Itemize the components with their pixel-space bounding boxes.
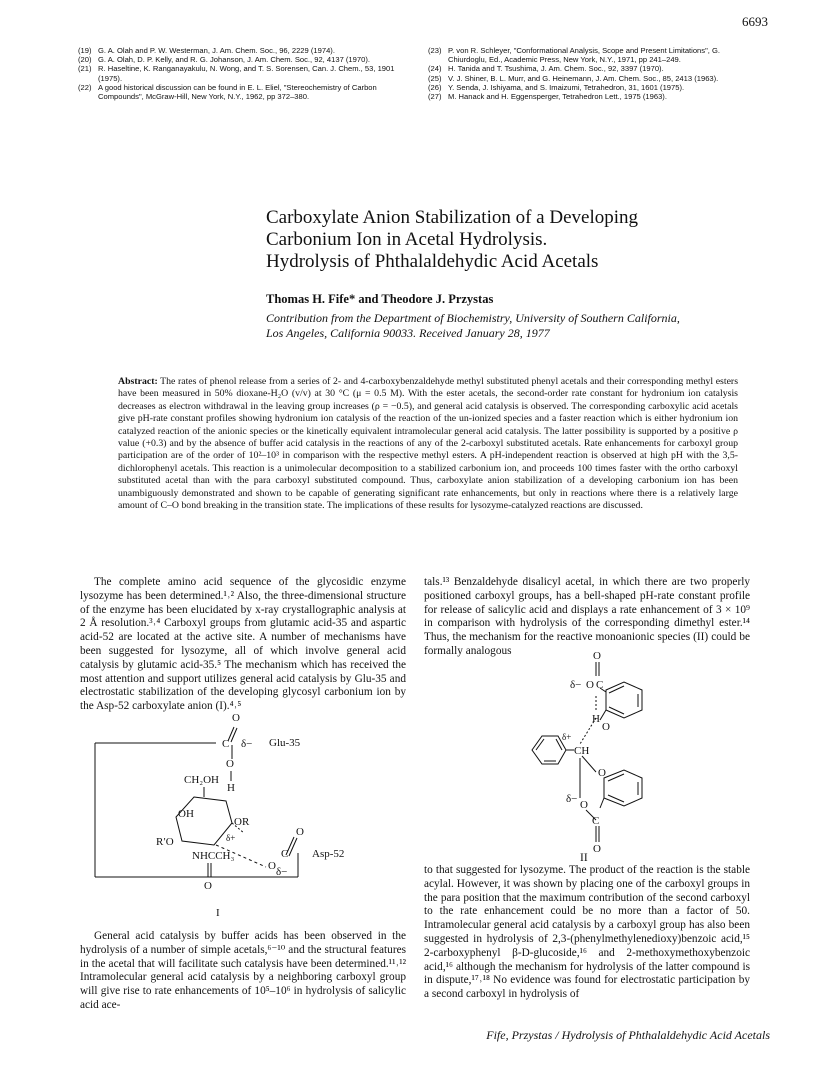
svg-text:O: O: [602, 721, 610, 733]
svg-text:CH: CH: [574, 745, 590, 757]
svg-text:C: C: [281, 848, 289, 860]
svg-text:O: O: [598, 767, 606, 779]
figure-II-label: II: [580, 852, 588, 864]
page-number: 6693: [742, 14, 768, 29]
title-line: Carbonium Ion in Acetal Hydrolysis.: [266, 229, 548, 250]
authors: Thomas H. Fife* and Theodore J. Przystas: [266, 292, 494, 306]
reference-item: (23) P. von R. Schleyer, "Conformational Analysis, Scope and Present Limitations", G. Chiurdoglu, Ed., Academic Press, New York, N.Y., 1971, pp 241–249.: [428, 46, 721, 65]
figure-structure-II: [520, 646, 660, 856]
abstract-label: Abstract:: [118, 376, 158, 387]
svg-text:O: O: [268, 860, 276, 872]
svg-text:O: O: [593, 650, 601, 662]
figure-structure-I: [86, 705, 406, 925]
running-footer: Fife, Przystas / Hydrolysis of Phthalaldehydic Acid Acetals: [486, 1028, 770, 1042]
svg-text:Glu-35: Glu-35: [269, 737, 301, 749]
abstract-text: The rates of phenol release from a series of 2- and 4-carboxybenzaldehyde methyl substituted phenyl acetals and their corresponding methyl esters have been measured in 50% dioxane-H₂O (v/v) at 30 °C (μ = 0.5 M). With the ester acetals, the second-order rate constant for hydronium ion catalysis decreases as electron withdrawal in the leaving group increases (ρ = −0.5), and general acid catalysis is observed. The corresponding carboxylic acid acetals give pH-rate constant profiles showing hydronium ion catalysis of the reaction of the un-ionized species and a faster reaction which is either hydronium ion catalyzed reaction of the anionic species or the kinetically equivalent intramolecular general acid catalysis. The latter possibility is supported by a positive ρ value (+0.3) and by the absence of buffer acid catalysis in the reactions of any of the 2-carboxyl substituted acetals. Rate enhancements for carboxyl group participation are of the order of 10²–10³ in comparison with the respective methyl esters. A pH-independent reaction is observed at high pH with the 3,5-dichlorophenyl acetals. This reaction is a unimolecular decomposition to a stabilized carbonium ion, and proceeds 100 times faster with the ortho carboxyl substituted acetal than with the para carboxyl substituted compound. Thus, carboxylate anion stabilization of a developing carbonium ion has been unambiguously demonstrated and shown to be capable of generating significant rate enhancements, but only in reactions where there is a relatively large amount of C–O bond breaking in the transition state. The implications of these results for lysozyme-catalyzed reactions are discussed.: [118, 376, 739, 512]
svg-text:O: O: [232, 712, 240, 724]
svg-text:CH₂OH: CH₂OH: [184, 774, 220, 786]
svg-text:Asp-52: Asp-52: [312, 848, 345, 860]
affiliation: Contribution from the Department of Biochemistry, University of Southern California, Los Angeles, California 90033. Received January 28, 1977: [266, 311, 680, 340]
body-left-paragraph-1: The complete amino acid sequence of the glycosidic enzyme lysozyme has been determined.¹˒² Also, the three-dimensional structure of the enzyme has been elucidated by x-ray crystallographic analysis at 2 Å resolution.³˒⁴ Carboxyl groups from glutamic acid-35 and aspartic acid-52 are located at the active site. A number of mechanisms have been suggested for lysozyme, all of which involve general acid catalysis by glutamic acid-35.⁵ The mechanism which has received the most attention and support utilizes general acid catalysis by Glu-35 and electrostatic stabilization of the developing glycosyl carbonium ion by the Asp-52 carboxylate anion (I).⁴˒⁵: [80, 576, 406, 713]
svg-text:C: C: [596, 679, 604, 691]
body-right-paragraph-1: tals.¹³ Benzaldehyde disalicyl acetal, in which there are two properly positioned carboxyl groups, has a bell-shaped pH-rate constant profile for release of salicylic acid and displays a rate enhancement of 3 × 10⁹ in comparison with hydrolysis of the corresponding dimethyl ester.¹⁴ Thus, the mechanism for the reactive monoanionic species (II) could be formally analogous: [424, 576, 750, 657]
svg-text:C: C: [222, 738, 230, 750]
svg-text:δ+: δ+: [226, 833, 236, 843]
references-left: [78, 46, 410, 101]
svg-text:O: O: [226, 758, 234, 770]
abstract: [118, 376, 738, 512]
svg-text:OR: OR: [234, 816, 250, 828]
svg-text:O: O: [593, 843, 601, 855]
reference-item: (26) Y. Senda, J. Ishiyama, and S. Imaizumi, Tetrahedron, 31, 1601 (1975).: [428, 82, 685, 92]
reference-item: (20) G. A. Olah, D. P. Kelly, and R. G. Johanson, J. Am. Chem. Soc., 92, 4137 (1970).: [78, 55, 370, 65]
title-line: Carboxylate Anion Stabilization of a Developing: [266, 207, 639, 228]
body-right-paragraph-2: to that suggested for lysozyme. The product of the reaction is the stable acylal. However, it was shown by placing one of the carboxyl groups in the para position that the maximum contribution of the second carboxyl to the rate enhancement could be no more than a factor of 50. Intramolecular general acid catalysis by a carboxyl group has also been suggested in hydrolysis of 2,3-(phenylmethylenedioxy)benzoic acid,¹⁵ 2-carboxyphenyl β-D-glucoside,¹⁶ and 2-methoxymethoxybenzoic acid,¹⁶ although the mechanism for hydrolysis of the latter compound is in dispute,¹⁷˒¹⁸ No evidence was found for electrostatic participation by a second carboxyl in hydrolysis of: [424, 864, 750, 1001]
svg-text:I: I: [216, 907, 220, 919]
svg-text:δ−: δ−: [241, 738, 253, 750]
reference-item: (22) A good historical discussion can be found in E. L. Eliel, "Stereochemistry of Carbon Compounds", McGraw-Hill, New York, N.Y., 1962, pp 372–380.: [78, 82, 377, 102]
article-title: [266, 207, 746, 273]
svg-text:δ−: δ−: [276, 866, 288, 878]
reference-item: (24) H. Tanida and T. Tsushima, J. Am. Chem. Soc., 92, 3397 (1970).: [428, 64, 664, 74]
svg-text:OH: OH: [178, 808, 194, 820]
svg-text:R′O: R′O: [156, 836, 174, 848]
reference-item: (27) M. Hanack and H. Eggensperger, Tetrahedron Lett., 1975 (1963).: [428, 92, 667, 102]
body-left-paragraph-2: General acid catalysis by buffer acids has been observed in the hydrolysis of a number of simple acetals,⁶⁻¹⁰ and the structural features in the acetal that will facilitate such catalysis have been determined.¹¹˒¹² Intramolecular general acid catalysis by a neighboring carboxyl group will give rise to rate enhancements of 10⁵–10⁶ in hydrolysis of salicylic acid ace-: [80, 930, 406, 1011]
references-right: [428, 46, 756, 101]
svg-text:δ+: δ+: [562, 732, 572, 742]
svg-text:C: C: [592, 815, 600, 827]
svg-text:O: O: [204, 880, 212, 892]
svg-text:O: O: [580, 799, 588, 811]
svg-text:δ−: δ−: [566, 793, 578, 805]
svg-text:δ−: δ−: [570, 679, 582, 691]
reference-item: (25) V. J. Shiner, B. L. Murr, and G. Heinemann, J. Am. Chem. Soc., 85, 2413 (1963).: [428, 73, 719, 83]
svg-text:O: O: [296, 826, 304, 838]
svg-text:H: H: [227, 782, 235, 794]
title-line: Hydrolysis of Phthalaldehydic Acid Acetals: [266, 251, 599, 272]
reference-item: (21) R. Haseltine, K. Ranganayakulu, N. Wong, and T. S. Sorensen, Can. J. Chem., 53, 1901 (1975).: [78, 64, 395, 83]
reference-item: (19) G. A. Olah and P. W. Westerman, J. Am. Chem. Soc., 96, 2229 (1974).: [78, 46, 335, 55]
svg-text:O: O: [586, 679, 594, 691]
svg-text:NHCCH₃: NHCCH₃: [192, 850, 235, 862]
svg-text:H: H: [592, 713, 600, 725]
